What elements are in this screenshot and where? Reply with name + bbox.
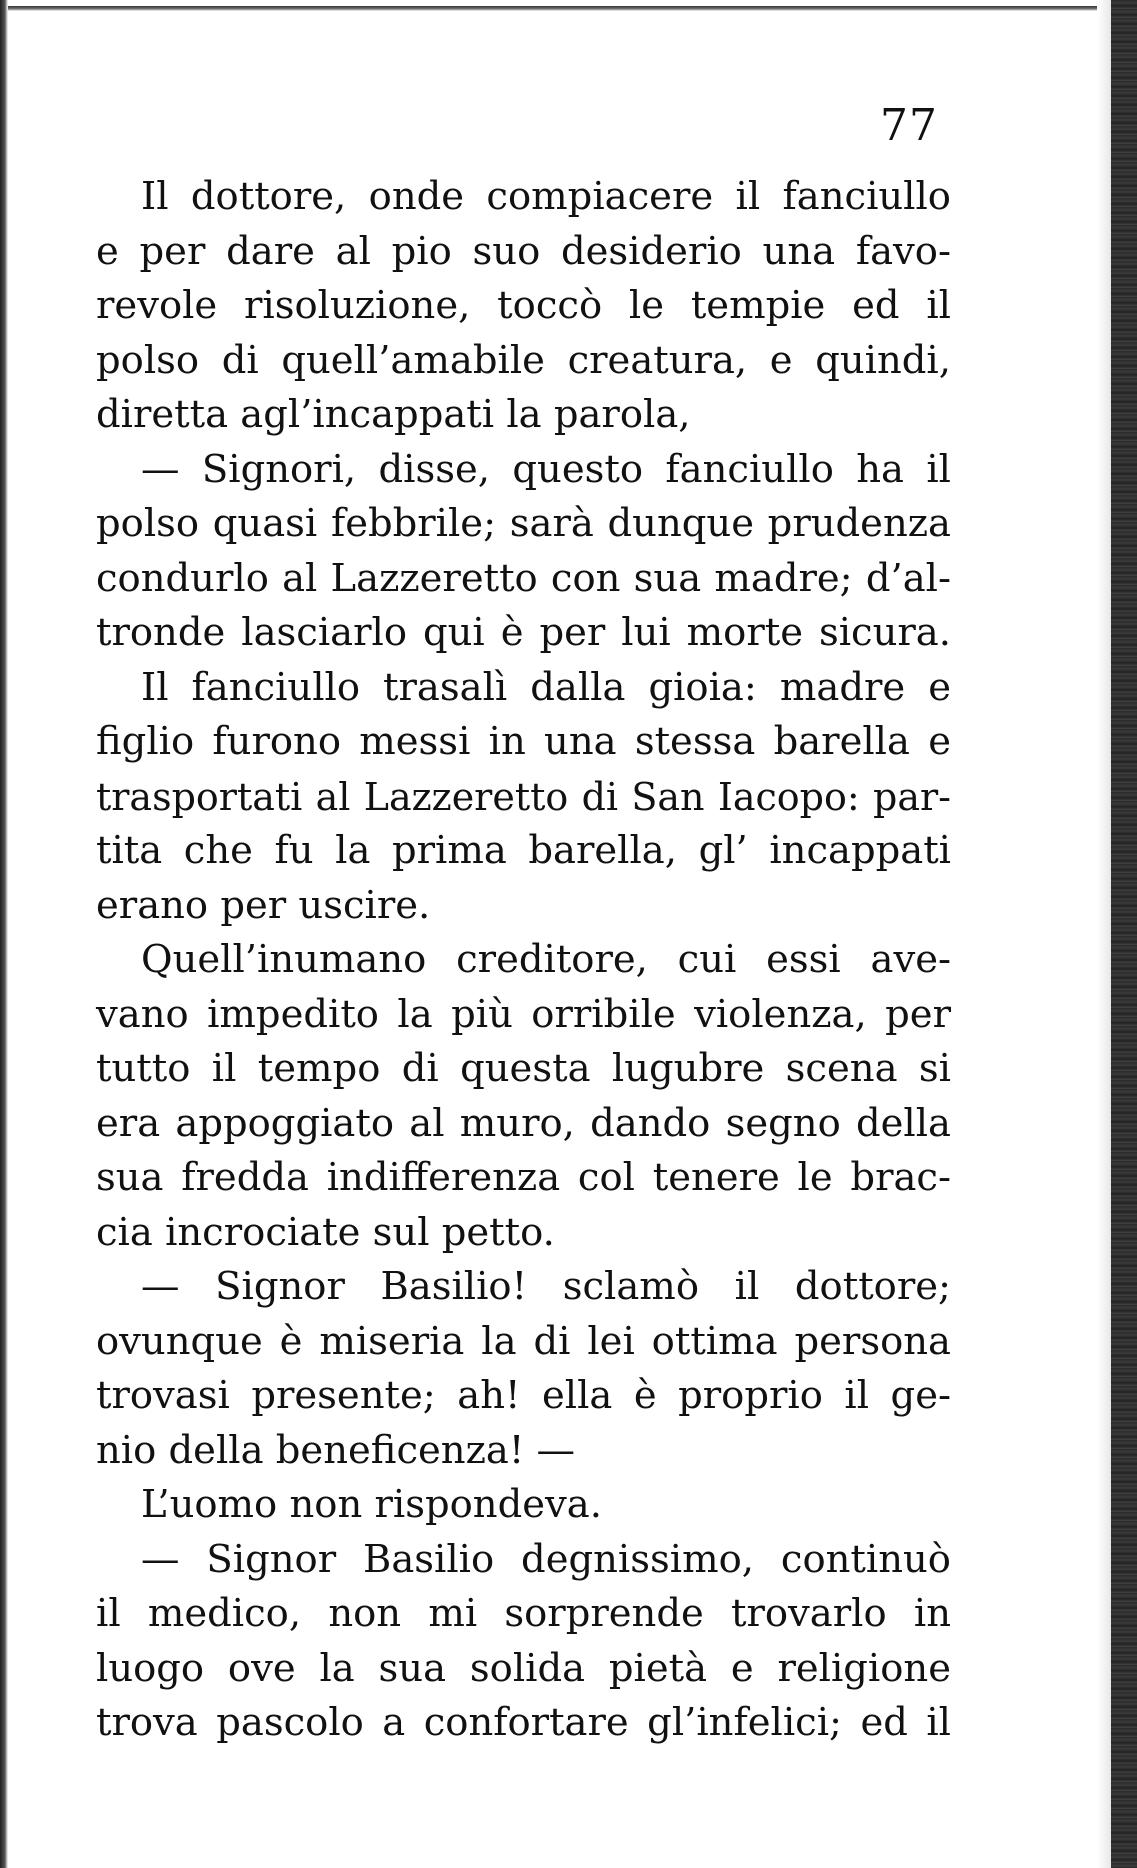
text-line: Quell’inumano creditore, cui essi ave- [141,937,951,982]
text-line: e per dare al pio suo desiderio una favo- [96,228,951,274]
page-gutter-shadow [1097,0,1111,1868]
text-line: — Signor Basilio! sclamò il dottore; [141,1264,951,1309]
text-line: Il fanciullo trasalì dalla gioia: madre e [141,664,951,710]
text-line: luogo ove la sua solida pietà e religione [96,1645,951,1691]
text-line: nio della beneficenza! — [96,1427,576,1473]
page-number: 77 [880,100,938,151]
book-binding-edge [1111,0,1137,1868]
text-line: era appoggiato al muro, dando segno della [96,1100,951,1146]
page-left-edge [0,0,8,1868]
text-line: trova pascolo a confortare gl’infelici; ed il [96,1700,951,1745]
text-line: ovunque è miseria la di lei ottima persona [96,1318,951,1364]
body-text [96,170,951,1751]
text-line: — Signor Basilio degnissimo, continuò [141,1536,951,1582]
text-line: figlio furono messi in una stessa barella e [96,719,951,764]
text-line: polso quasi febbrile; sarà dunque prudenza [96,501,951,546]
text-line: il medico, non mi sorprende trovarlo in [96,1591,951,1636]
text-line: cia incrociate sul petto. [96,1209,555,1255]
text-line: L’uomo non rispondeva. [141,1482,602,1527]
text-line: Il dottore, onde compiacere il fanciullo [141,174,951,219]
text-line: — Signori, disse, questo fanciullo ha il [141,446,951,492]
text-line: tronde lasciarlo qui è per lui morte sicura. [96,610,951,655]
text-line: polso di quell’amabile creatura, e quindi, [96,337,951,383]
text-line: trasportati al Lazzeretto di San Iacopo: par- [96,774,951,819]
text-line: vano impedito la più orribile violenza, per [96,991,951,1037]
text-line: revole risoluzione, toccò le tempie ed il [96,283,951,328]
text-line: erano per uscire. [96,882,431,928]
text-line: condurlo al Lazzeretto con sua madre; d’al- [96,555,951,601]
text-line: sua fredda indifferenza col tenere le brac- [96,1155,951,1200]
text-line: trovasi presente; ah! ella è proprio il ge- [96,1373,951,1418]
page-top-edge [0,6,1137,11]
text-line: tita che fu la prima barella, gl’ incappati [96,828,951,873]
text-line: tutto il tempo di questa lugubre scena si [96,1046,951,1091]
text-line: diretta agl’incappati la parola, [96,392,691,437]
